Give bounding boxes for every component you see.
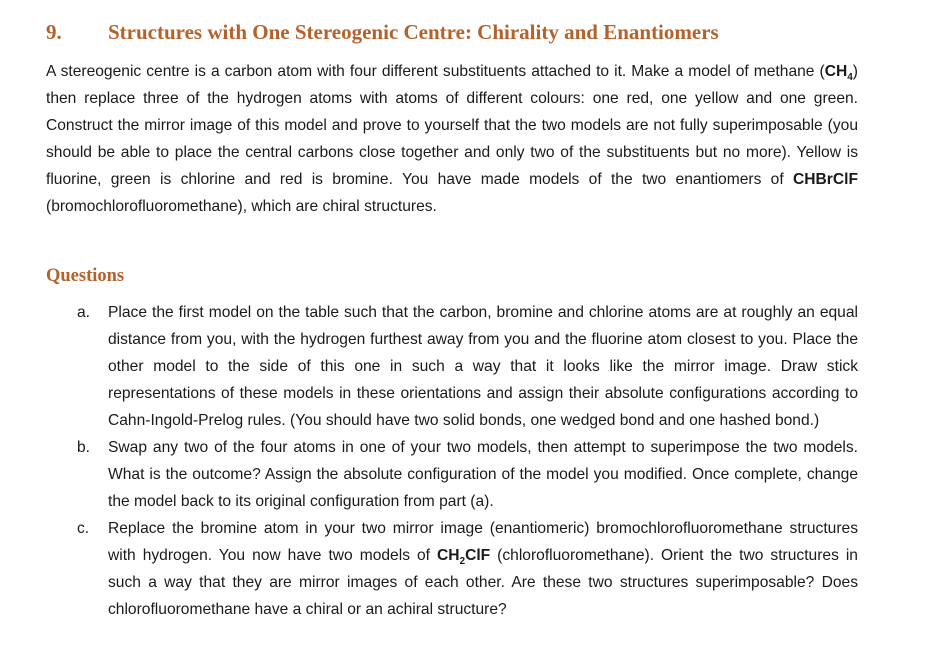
question-c-text-1: Replace the bromine atom in your two mirror image (enantiomeric) bromochlorofluoromethane structures with hydrogen. You now have two models of — [108, 520, 858, 564]
question-b-marker: b. — [77, 439, 91, 456]
intro-paragraph — [46, 58, 858, 220]
ch2clf-formula-subscript: 2 — [459, 556, 466, 568]
question-b — [0, 434, 858, 515]
question-c-text-2: (chlorofluoromethane). Orient the two structures in such a way that they are mirror images of each other. Are these two structures superimposable? Does chlorofluoromethane have a chiral or an achiral structure? — [108, 547, 858, 618]
methane-formula-base: CH — [824, 63, 848, 80]
question-c-marker: c. — [77, 520, 90, 537]
intro-text-1: A stereogenic centre is a carbon atom with four different substituents attached to it. Make a model of methane ( — [46, 63, 825, 80]
section-heading — [46, 18, 906, 46]
methane-formula-subscript: 4 — [847, 72, 853, 84]
questions-heading: Questions — [46, 266, 125, 286]
chbrclf-formula: CHBrClF — [793, 171, 858, 188]
section-number: 9. — [46, 20, 62, 44]
question-a-text: Place the first model on the table such that the carbon, bromine and chlorine atoms are at roughly an equal distance from you, with the hydrogen furthest away from you and the fluorine atom closest to you. Place the other model to the side of this one in such a way that it looks like the mirror image. Draw stick representations of these models in these orientations and assign their absolute configurations according to Cahn-Ingold-Prelog rules. (You should have two solid bonds, one wedged bond and one hashed bond.) — [108, 304, 858, 429]
intro-text-2: ) then replace three of the hydrogen atoms with atoms of different colours: one red, one yellow and one green. Construct the mirror image of this model and prove to yourself that the two models are not fully superimposable (you should be able to place the central carbons close together and only two of the substituents but no more). Yellow is fluorine, green is chlorine and red is bromine. You have made models of the two enantiomers of — [46, 63, 858, 188]
question-a-marker: a. — [77, 304, 91, 321]
question-a — [0, 299, 858, 434]
section-title: Structures with One Stereogenic Centre: Chirality and Enantiomers — [108, 20, 719, 44]
question-c — [0, 515, 858, 623]
ch2clf-formula-post: ClF — [465, 547, 491, 564]
ch2clf-formula — [436, 547, 491, 568]
question-b-text: Swap any two of the four atoms in one of your two models, then attempt to superimpose the two models. What is the outcome? Assign the absolute configuration of the model you modified. Once complete, change the model back to its original configuration from part (a). — [108, 439, 858, 510]
ch2clf-formula-pre: CH — [436, 547, 460, 564]
intro-text-3: (bromochlorofluoromethane), which are chiral structures. — [46, 198, 437, 215]
methane-formula — [824, 63, 853, 84]
questions-list — [0, 299, 932, 623]
question-c-text — [108, 515, 858, 623]
